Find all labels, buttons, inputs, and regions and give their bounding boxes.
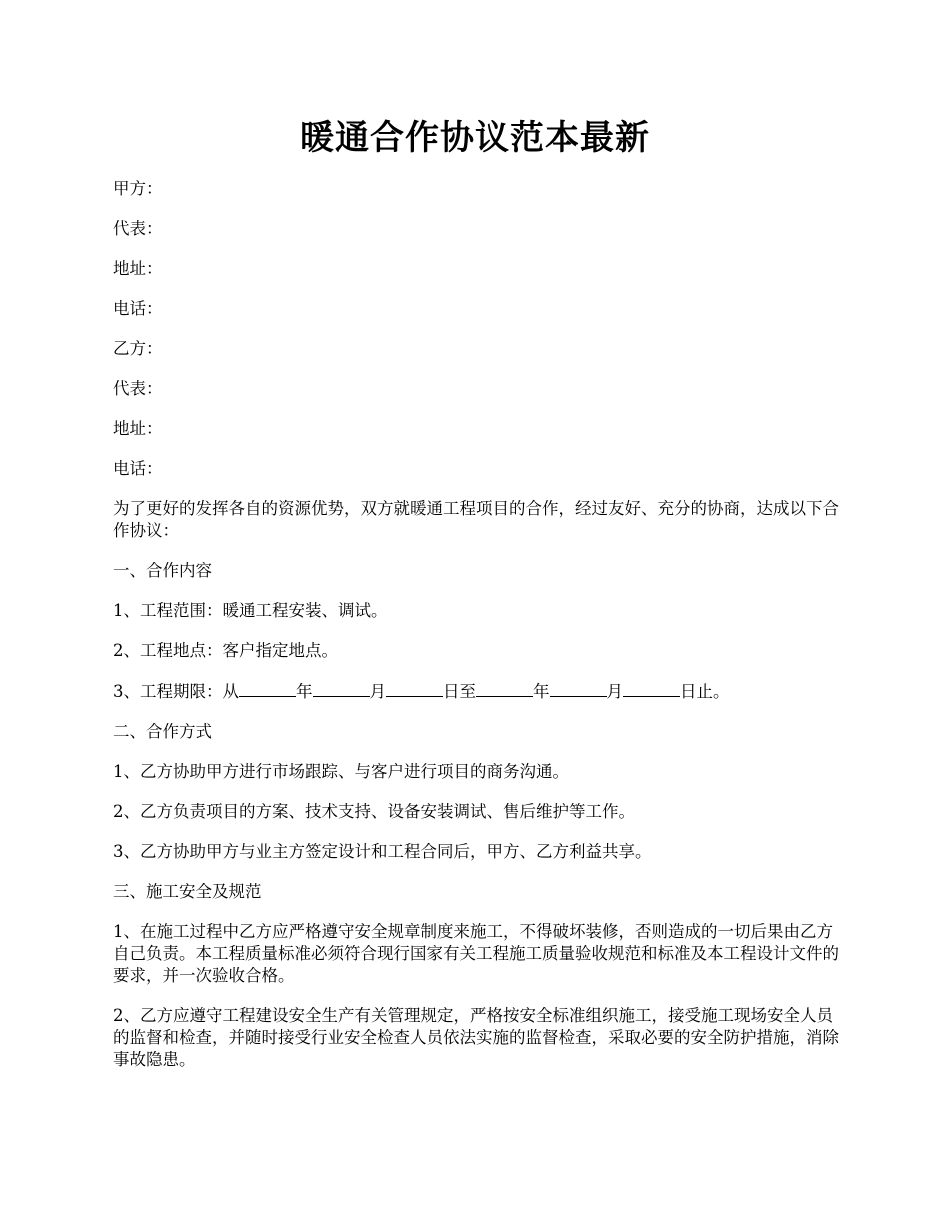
- start-year-blank: [239, 680, 296, 697]
- end-day-blank: [623, 680, 680, 697]
- start-year-label: 年: [296, 682, 313, 701]
- term-prefix: 3、工程期限：从: [113, 682, 239, 701]
- party-a-phone-label: 电话：: [113, 299, 163, 318]
- section-1-item-2: 2、工程地点：客户指定地点。: [113, 641, 338, 660]
- section-2-item-3: 3、乙方协助甲方与业主方签定设计和工程合同后，甲方、乙方利益共享。: [113, 842, 652, 861]
- section-2-item-1: 1、乙方协助甲方进行市场跟踪、与客户进行项目的商务沟通。: [113, 762, 569, 781]
- section-2-heading: 二、合作方式: [113, 722, 212, 741]
- party-a-rep-label: 代表：: [113, 219, 163, 238]
- section-2-item-2: 2、乙方负责项目的方案、技术支持、设备安装调试、售后维护等工作。: [113, 802, 635, 821]
- start-month-label: 月: [369, 682, 386, 701]
- end-year-blank: [476, 680, 533, 697]
- party-a-name-label: 甲方：: [113, 179, 163, 198]
- end-month-blank: [550, 680, 607, 697]
- start-month-blank: [313, 680, 370, 697]
- party-b-address-label: 地址：: [113, 419, 163, 438]
- section-3-item-1: 1、在施工过程中乙方应严格遵守安全规章制度来施工，不得破坏装修，否则造成的一切后果由乙方自己负责。本工程质量标准必须符合现行国家有关工程施工质量验收规范和标准及本工程设计文件的要求，并一次验收合格。: [113, 922, 839, 985]
- section-3-item-2: 2、乙方应遵守工程建设安全生产有关管理规定，严格按安全标准组织施工，接受施工现场安全人员的监督和检查，并随时接受行业安全检查人员依法实施的监督检查，采取必要的安全防护措施，消除事故隐患。: [113, 1006, 839, 1069]
- party-b-phone-label: 电话：: [113, 459, 163, 478]
- end-year-label: 年: [533, 682, 550, 701]
- document-title: 暖通合作协议范本最新: [300, 118, 650, 158]
- section-1-heading: 一、合作内容: [113, 561, 212, 580]
- section-3-heading: 三、施工安全及规范: [113, 882, 262, 901]
- party-b-rep-label: 代表：: [113, 379, 163, 398]
- section-1-item-1: 1、工程范围：暖通工程安装、调试。: [113, 601, 388, 620]
- end-month-label: 月: [606, 682, 623, 701]
- intro-paragraph: 为了更好的发挥各自的资源优势，双方就暖通工程项目的合作，经过友好、充分的协商，达成以下合作协议：: [113, 499, 839, 540]
- start-day-label: 日至: [443, 682, 476, 701]
- section-1-item-3: [113, 680, 841, 703]
- party-b-name-label: 乙方：: [113, 339, 163, 358]
- start-day-blank: [386, 680, 443, 697]
- party-a-address-label: 地址：: [113, 259, 163, 278]
- document-body: [113, 178, 841, 1089]
- end-day-label: 日止。: [680, 682, 730, 701]
